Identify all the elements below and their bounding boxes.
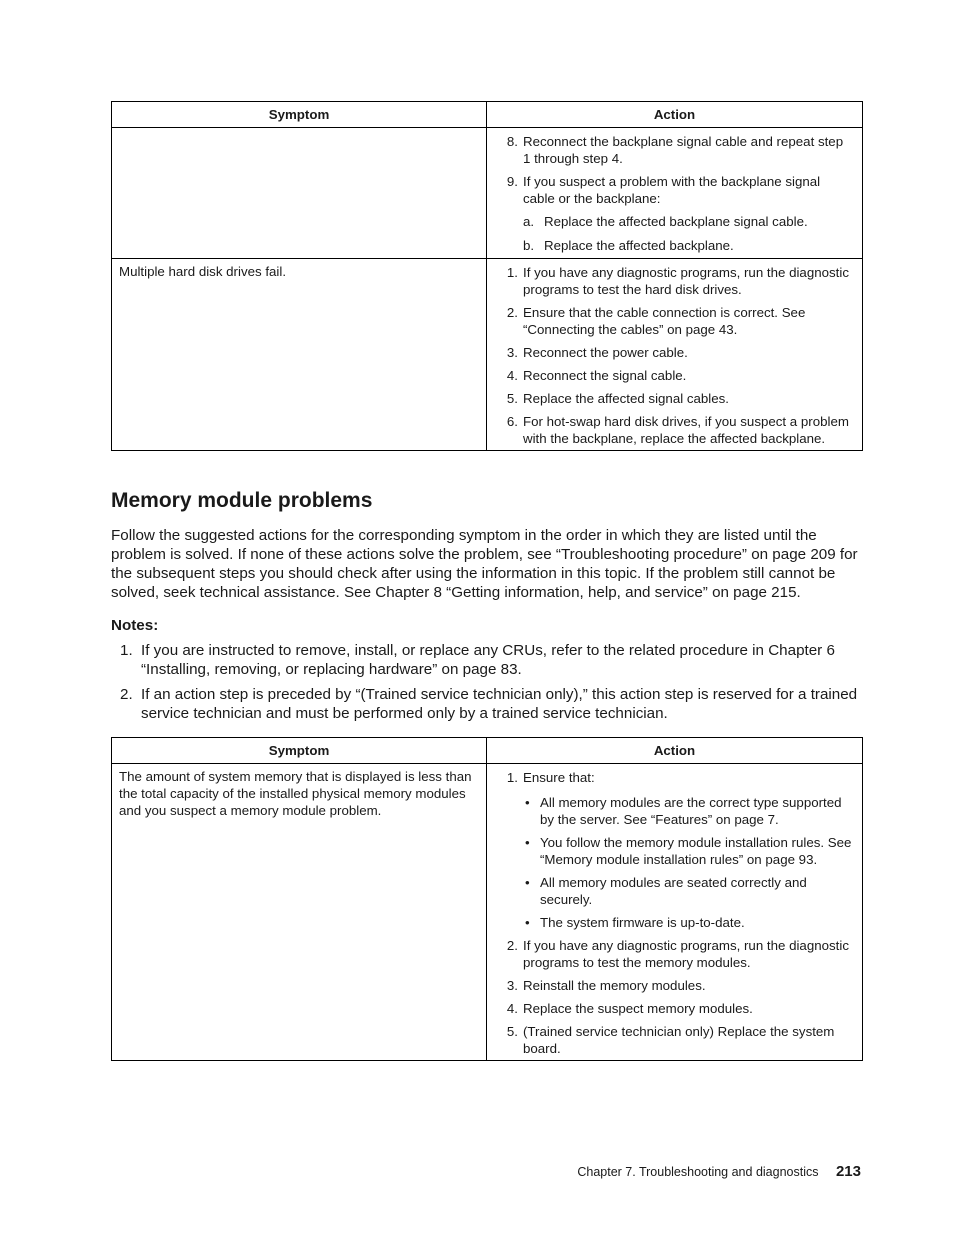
symptom-cell: Multiple hard disk drives fail.: [112, 259, 487, 451]
sub-steps: [523, 213, 854, 254]
bullet-item: • You follow the memory module installation rules. See “Memory module installation rules” on page 93.: [525, 835, 852, 867]
bullet-icon: •: [525, 835, 530, 850]
section-title: Memory module problems: [111, 489, 373, 512]
action-steps: [501, 769, 854, 1057]
symptom-header: Symptom: [112, 102, 487, 128]
action-steps: [501, 264, 854, 447]
memory-troubleshooting-table: [111, 737, 863, 1061]
action-step: 3. Reinstall the memory modules.: [506, 978, 706, 993]
bullet-item: • The system firmware is up-to-date.: [525, 915, 745, 930]
notes-label: Notes:: [111, 617, 159, 634]
action-step: 4. Reconnect the signal cable.: [506, 368, 687, 383]
action-step: 6. For hot-swap hard disk drives, if you suspect a problem with the backplane, replace the affected backplane.: [506, 414, 849, 446]
table-header-row: [112, 102, 863, 128]
intro-paragraph: Follow the suggested actions for the corresponding symptom in the order in which they are listed until the problem is solved. If none of these actions solve the problem, see “Troubleshooting procedure” on page 209 for the subsequent steps you should check after using the information in this topic. If the problem still cannot be solved, seek technical assistance. See Chapter 8 “Getting information, help, and service” on page 215.: [111, 527, 858, 601]
symptom-cell: The amount of system memory that is displayed is less than the total capacity of the installed physical memory modules and you suspect a memory module problem.: [112, 764, 487, 1061]
action-cell: [487, 764, 863, 1061]
bullet-list: [523, 794, 854, 931]
symptom-header: Symptom: [112, 738, 487, 764]
action-step: 2. Ensure that the cable connection is correct. See “Connecting the cables” on page 43.: [506, 305, 806, 337]
sub-step: a. Replace the affected backplane signal cable.: [523, 214, 808, 229]
table-row: [112, 259, 863, 451]
sub-step: b. Replace the affected backplane.: [523, 238, 734, 253]
bullet-item: • All memory modules are seated correctly and securely.: [525, 875, 807, 907]
action-cell: [487, 259, 863, 451]
bullet-icon: •: [525, 795, 530, 810]
action-cell: [487, 128, 863, 259]
action-step: 5. (Trained service technician only) Replace the system board.: [506, 1024, 835, 1056]
page-footer: [577, 1163, 861, 1180]
action-step: 5. Replace the affected signal cables.: [506, 391, 729, 406]
action-step: 1. If you have any diagnostic programs, run the diagnostic programs to test the hard disk drives.: [506, 265, 849, 297]
action-header: Action: [487, 102, 863, 128]
symptom-cell-empty: [112, 128, 487, 259]
table-row: [112, 764, 863, 1061]
action-step: 3. Reconnect the power cable.: [506, 345, 688, 360]
action-step: 8. Reconnect the backplane signal cable and repeat step 1 through step 4.: [506, 134, 844, 166]
chapter-label: Chapter 7. Troubleshooting and diagnostics: [577, 1165, 819, 1179]
note-item: 2. If an action step is preceded by “(Trained service technician only),” this action step is reserved for a trained service technician and must be performed only by a trained service technician.: [120, 686, 858, 722]
hdd-troubleshooting-table: [111, 101, 863, 451]
table-row: [112, 128, 863, 259]
action-step: 9. If you suspect a problem with the backplane signal cable or the backplane: a. Replace the affected backplane signal cable. b. Replace the affected backplane.: [501, 173, 854, 254]
note-item: 1. If you are instructed to remove, install, or replace any CRUs, refer to the related procedure in Chapter 6 “Installing, removing, or replacing hardware” on page 83.: [120, 642, 835, 678]
action-steps: [501, 133, 854, 254]
action-step: 4. Replace the suspect memory modules.: [506, 1001, 753, 1016]
bullet-icon: •: [525, 915, 530, 930]
action-step: 2. If you have any diagnostic programs, run the diagnostic programs to test the memory modules.: [506, 938, 849, 970]
action-step: 1. Ensure that: • All memory modules are the correct type supported by the server. See “Features” on page 7. • You follow the memory module installation rules. See “Memory module installation rules” on page 93. • All memory modules are seated correctly and securely. • The system firmware is up-to-date.: [501, 769, 854, 931]
bullet-icon: •: [525, 875, 530, 890]
bullet-item: • All memory modules are the correct type supported by the server. See “Features” on page 7.: [525, 795, 842, 827]
table-header-row: [112, 738, 863, 764]
page-number: 213: [835, 1163, 861, 1180]
notes-list: [111, 641, 863, 729]
action-header: Action: [487, 738, 863, 764]
